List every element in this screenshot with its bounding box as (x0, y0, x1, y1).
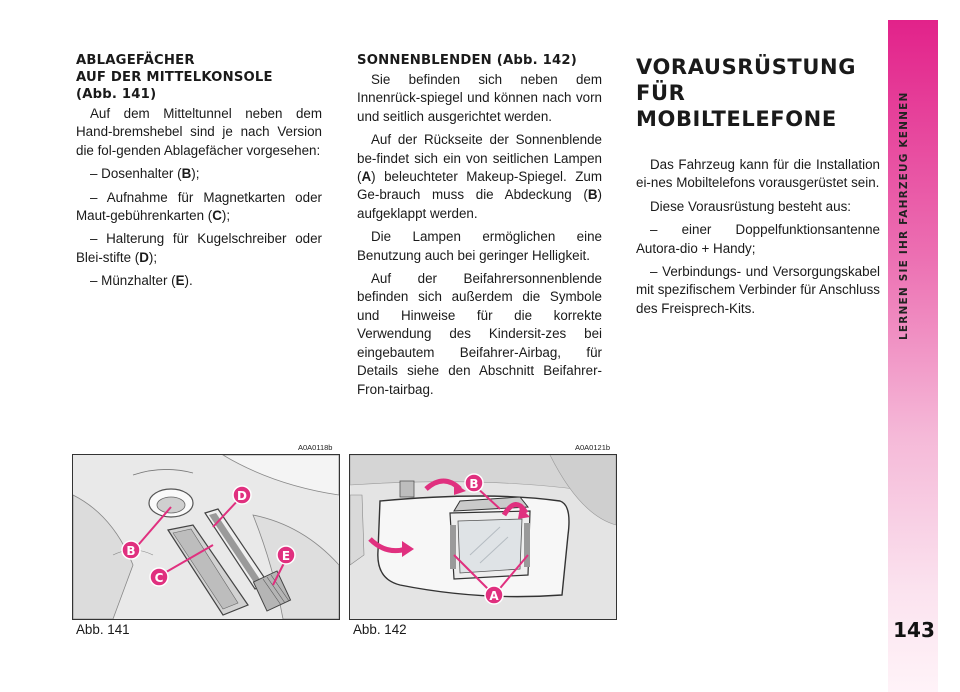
label-a (485, 586, 503, 604)
list-item: – Dosenhalter (B); (90, 166, 200, 182)
label-e (277, 546, 295, 564)
figure-caption: Abb. 141 (76, 622, 130, 637)
svg-text:B: B (469, 477, 479, 491)
paragraph: Auf der Rückseite der Sonnenblende be-findet sich ein von seitlichen Lampen (A) beleuchteter Makeup-Spiegel. Zum Ge-brauch muss die Abdeckung (B) aufgeklappt werden. (357, 132, 602, 221)
section-heading-storage: ABLAGEFÄCHER AUF DER MITTELKONSOLE (Abb. 141) (76, 53, 273, 102)
svg-text:E: E (281, 549, 291, 563)
section-title-phone-prep: VORAUSRÜSTUNG FÜR MOBILTELEFONE (636, 55, 857, 131)
column-sun-visors (357, 52, 602, 404)
svg-text:B: B (126, 544, 136, 558)
figure-code: A0A0121b (575, 443, 611, 452)
figure-caption: Abb. 142 (353, 622, 407, 637)
figure-console-illustration (72, 454, 340, 620)
chapter-title: LERNEN SIE IHR FAHRZEUG KENNEN (898, 91, 910, 340)
paragraph: Auf der Beifahrersonnenblende befinden sich außerdem die Symbole und Hinweise für die korrekte Verwendung des Kindersit-zes bei eingebautem Beifahrer-Airbag, für Details siehe den Abschnitt Beifahrer-Fron-tairbag. (357, 271, 602, 397)
svg-text:C: C (154, 571, 164, 585)
figure-code: A0A0118b (298, 443, 333, 452)
paragraph: Die Lampen ermöglichen eine Benutzung auch bei geringer Helligkeit. (357, 229, 602, 263)
paragraph: Das Fahrzeug kann für die Installation ei-nes Mobiltelefons vorausgerüstet sein. (636, 157, 880, 191)
label-b (465, 474, 483, 492)
section-heading-sun-visors: SONNENBLENDEN (Abb. 142) (357, 53, 578, 68)
svg-text:D: D (237, 489, 247, 503)
paragraph: Sie befinden sich neben dem Innenrück-spiegel und können nach vorn und seitlich ausgerichtet werden. (357, 72, 602, 124)
list-item: – Verbindungs- und Versorgungskabel mit spezifischem Verbinder für Anschluss des Freisprech-Kits. (636, 264, 880, 316)
svg-text:A: A (489, 589, 499, 603)
list-item: – einer Doppelfunktionsantenne Autora-dio + Handy; (636, 222, 880, 256)
figure-reference: Abb. 142 (502, 53, 571, 68)
label-c (150, 568, 168, 586)
column-console-storage (76, 52, 322, 296)
list-item: – Münzhalter (E). (90, 273, 193, 289)
paragraph: Auf dem Mitteltunnel neben dem Hand-bremshebel sind je nach Version die fol-genden Ablagefächer vorgesehen: (76, 106, 322, 158)
column-phone-prep (636, 156, 880, 323)
label-d (233, 486, 251, 504)
list-item: – Halterung für Kugelschreiber oder Blei-stifte (D); (76, 231, 322, 265)
paragraph: Diese Vorausrüstung besteht aus: (650, 198, 851, 214)
list-item: – Aufnahme für Magnetkarten oder Maut-gebührenkarten (C); (76, 189, 322, 224)
figure-sun-visor-illustration (349, 454, 617, 620)
figure-reference: Abb. 141 (82, 87, 151, 102)
page-number: 143 (893, 618, 935, 642)
label-b (122, 541, 140, 559)
